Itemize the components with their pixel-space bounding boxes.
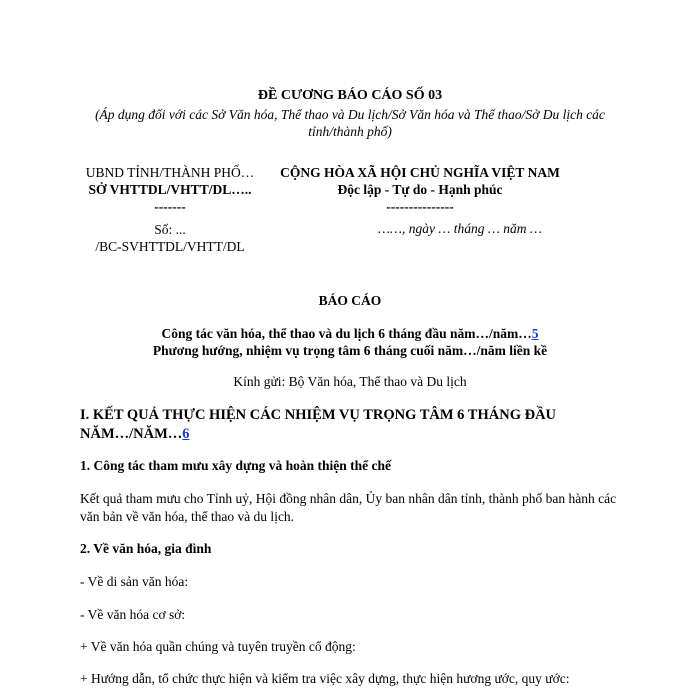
report-line-1-text: Công tác văn hóa, thể thao và du lịch 6 tháng đầu năm…/năm…: [161, 326, 532, 341]
section-1-heading: [80, 406, 600, 444]
report-line-2: Phương hướng, nhiệm vụ trọng tâm 6 tháng cuối năm…/năm liền kề: [152, 343, 548, 358]
recipient-line: Kính gửi: Bộ Văn hóa, Thể thao và Du lịch: [233, 374, 467, 389]
list-item: - Về văn hóa cơ sở:: [80, 607, 186, 622]
section-1-heading-line-2: NĂM…/NĂM…: [80, 426, 183, 442]
list-item: - Về di sản văn hóa:: [80, 574, 189, 589]
date-line: ……, ngày … tháng … năm …: [378, 221, 542, 236]
number-label: Số: ...: [154, 222, 186, 237]
document-number: [70, 221, 270, 255]
subsection-2-heading: 2. Về văn hóa, gia đình: [80, 541, 212, 556]
document-title: ĐỀ CƯƠNG BÁO CÁO SỐ 03: [257, 88, 443, 103]
national-title: CỘNG HÒA XÃ HỘI CHỦ NGHĨA VIỆT NAM: [280, 165, 560, 180]
agency-line-1: UBND TỈNH/THÀNH PHỐ…: [85, 165, 255, 180]
agency-line-2: SỞ VHTTDL/VHTT/DL…..: [88, 182, 252, 197]
footnote-link-6[interactable]: 6: [182, 426, 190, 442]
national-motto: Độc lập - Tự do - Hạnh phúc: [337, 182, 503, 197]
report-heading: BÁO CÁO: [318, 293, 382, 308]
subsection-1-heading: 1. Công tác tham mưu xây dựng và hoàn thiện thể chế: [80, 458, 391, 473]
section-1-heading-line-1: I. KẾT QUẢ THỰC HIỆN CÁC NHIỆM VỤ TRỌNG TÂM 6 THÁNG ĐẦU: [80, 407, 557, 423]
report-line-1: [0, 326, 700, 342]
subsection-1-text: Kết quả tham mưu cho Tỉnh uỷ, Hội đồng nhân dân, Ủy ban nhân dân tỉnh, thành phố ban hành các văn bản về văn hóa, thể thao và du lịch.: [80, 491, 617, 524]
footnote-link-5[interactable]: 5: [531, 326, 539, 341]
agency-block: [70, 164, 270, 215]
national-divider: ---------------: [386, 199, 454, 214]
number-code: /BC-SVHTTDL/VHTT/DL: [95, 239, 245, 254]
list-item: + Về văn hóa quần chúng và tuyên truyền cổ động:: [80, 639, 356, 654]
document-subtitle: (Áp dụng đối với các Sở Văn hóa, Thể thao và Du lịch/Sở Văn hóa và Thể thao/Sở Du lịch các tỉnh/thành phố): [95, 107, 605, 139]
list-item: + Hướng dẫn, tổ chức thực hiện và kiểm tra việc xây dựng, thực hiện hương ước, quy ước:: [80, 671, 570, 686]
national-heading-block: [270, 164, 570, 215]
agency-divider: -------: [154, 199, 186, 214]
